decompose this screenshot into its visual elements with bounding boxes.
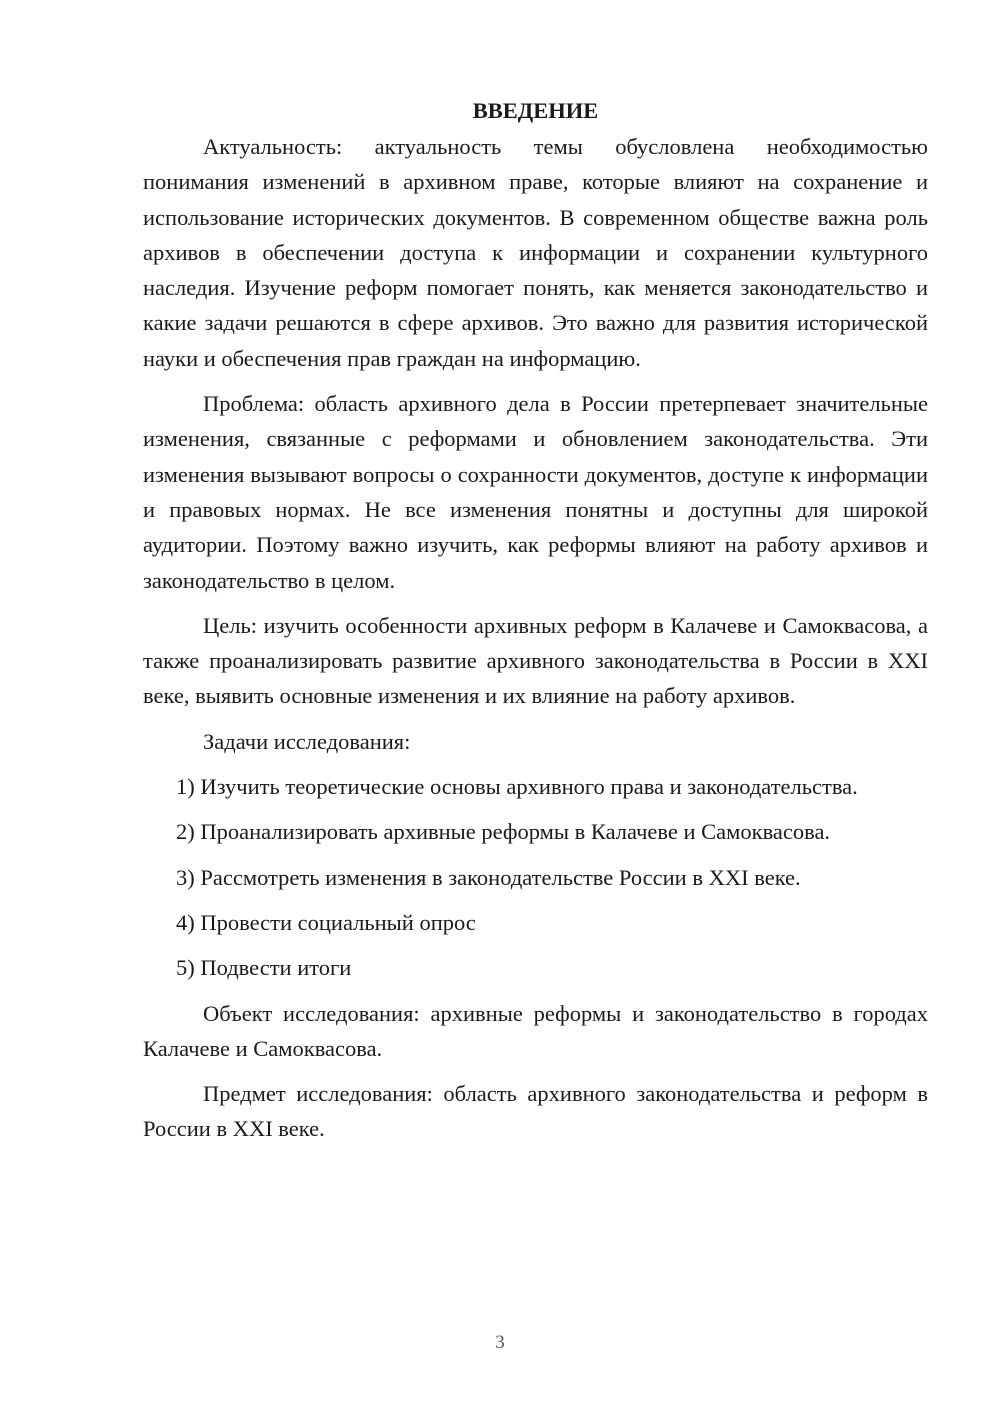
problem-paragraph: Проблема: область архивного дела в России претерпевает значительные изменения, связанные с реформами и обновлением законодательства. Эти изменения вызывают вопросы о сохранности документов, доступе к информации и правовых нормах. Не все изменения понятны и доступны для широкой аудитории. Поэтому важно изучить, как реформы влияют на работу архивов и законодательство в целом. <box>143 391 928 593</box>
task-item: 5) Подвести итоги <box>176 955 352 981</box>
page-number: 3 <box>495 1332 505 1353</box>
subject-paragraph: Предмет исследования: область архивного законодательства и реформ в России в XXI веке. <box>143 1081 928 1142</box>
document-page <box>143 93 928 1147</box>
relevance-paragraph: Актуальность: актуальность темы обусловлена необходимостью понимания изменений в архивном праве, которые влияют на сохранение и использование исторических документов. В современном обществе важна роль архивов в обеспечении доступа к информации и сохранении культурного наследия. Изучение реформ помогает понять, как меняется законодательство и какие задачи решаются в сфере архивов. Это важно для развития исторической науки и обеспечения прав граждан на информацию. <box>143 134 928 371</box>
task-item: 4) Провести социальный опрос <box>176 909 476 935</box>
goal-paragraph: Цель: изучить особенности архивных реформ в Калачеве и Самоквасова, а также проанализировать развитие архивного законодательства в России в XXI веке, выявить основные изменения и их влияние на работу архивов. <box>143 612 928 709</box>
tasks-heading: Задачи исследования: <box>203 728 411 754</box>
page-title: ВВЕДЕНИЕ <box>472 98 599 123</box>
task-item: 1) Изучить теоретические основы архивного права и законодательства. <box>176 774 858 800</box>
task-item: 2) Проанализировать архивные реформы в Калачеве и Самоквасова. <box>176 819 831 845</box>
object-paragraph: Объект исследования: архивные реформы и законодательство в городах Калачеве и Самоквасова. <box>143 1000 928 1061</box>
task-item: 3) Рассмотреть изменения в законодательстве России в XXI веке. <box>176 864 801 890</box>
